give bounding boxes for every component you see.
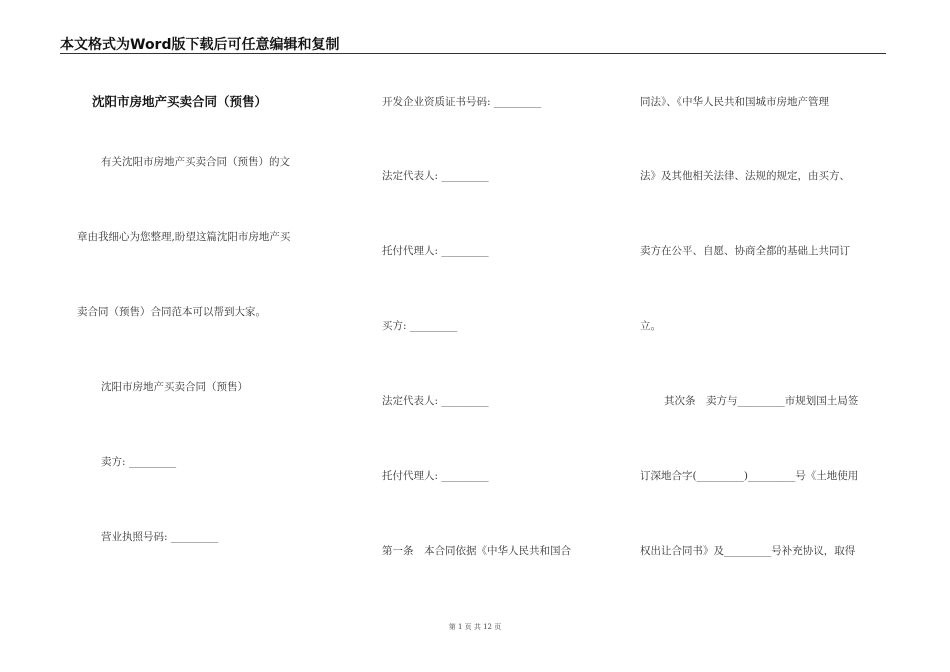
text-line: 卖合同（预售）合同范本可以帮到大家。: [77, 306, 266, 318]
text-line: 法》及其他相关法律、法规的规定，由买方、: [640, 170, 850, 182]
text-line: 沈阳市房地产买卖合同（预售）: [101, 381, 248, 393]
text-line: 卖方在公平、自愿、协商全都的基础上共同订: [640, 245, 850, 257]
text-line: 托付代理人: _________: [382, 245, 489, 257]
text-line: 权出让合同书》及_________号补充协议，取得: [640, 545, 856, 557]
text-line: 订深地合字(_________)_________号《土地使用: [640, 470, 859, 482]
header-divider: [60, 53, 886, 54]
text-line: 法定代表人: _________: [382, 395, 489, 407]
text-line: 立。: [640, 320, 661, 332]
document-banner: 本文格式为Word版下载后可任意编辑和复制: [60, 37, 340, 53]
text-line: 买方: _________: [382, 320, 458, 332]
text-line: 其次条 卖方与_________市规划国土局签: [664, 395, 859, 407]
page-number: 第 1 页 共 12 页: [448, 623, 502, 631]
text-line: 开发企业资质证书号码: _________: [382, 96, 542, 108]
contract-title: 沈阳市房地产买卖合同（预售）: [92, 94, 268, 109]
text-line: 有关沈阳市房地产买卖合同（预售）的文: [101, 156, 290, 168]
text-line: 托付代理人: _________: [382, 470, 489, 482]
text-line: 同法》、《中华人民共和国城市房地产管理: [640, 96, 829, 108]
text-line: 卖方: _________: [101, 456, 177, 468]
text-line: 章由我细心为您整理,盼望这篇沈阳市房地产买: [77, 231, 291, 243]
text-line: 法定代表人: _________: [382, 170, 489, 182]
text-line: 第一条 本合同依据《中华人民共和国合: [382, 545, 571, 557]
text-line: 营业执照号码: _________: [101, 531, 219, 543]
